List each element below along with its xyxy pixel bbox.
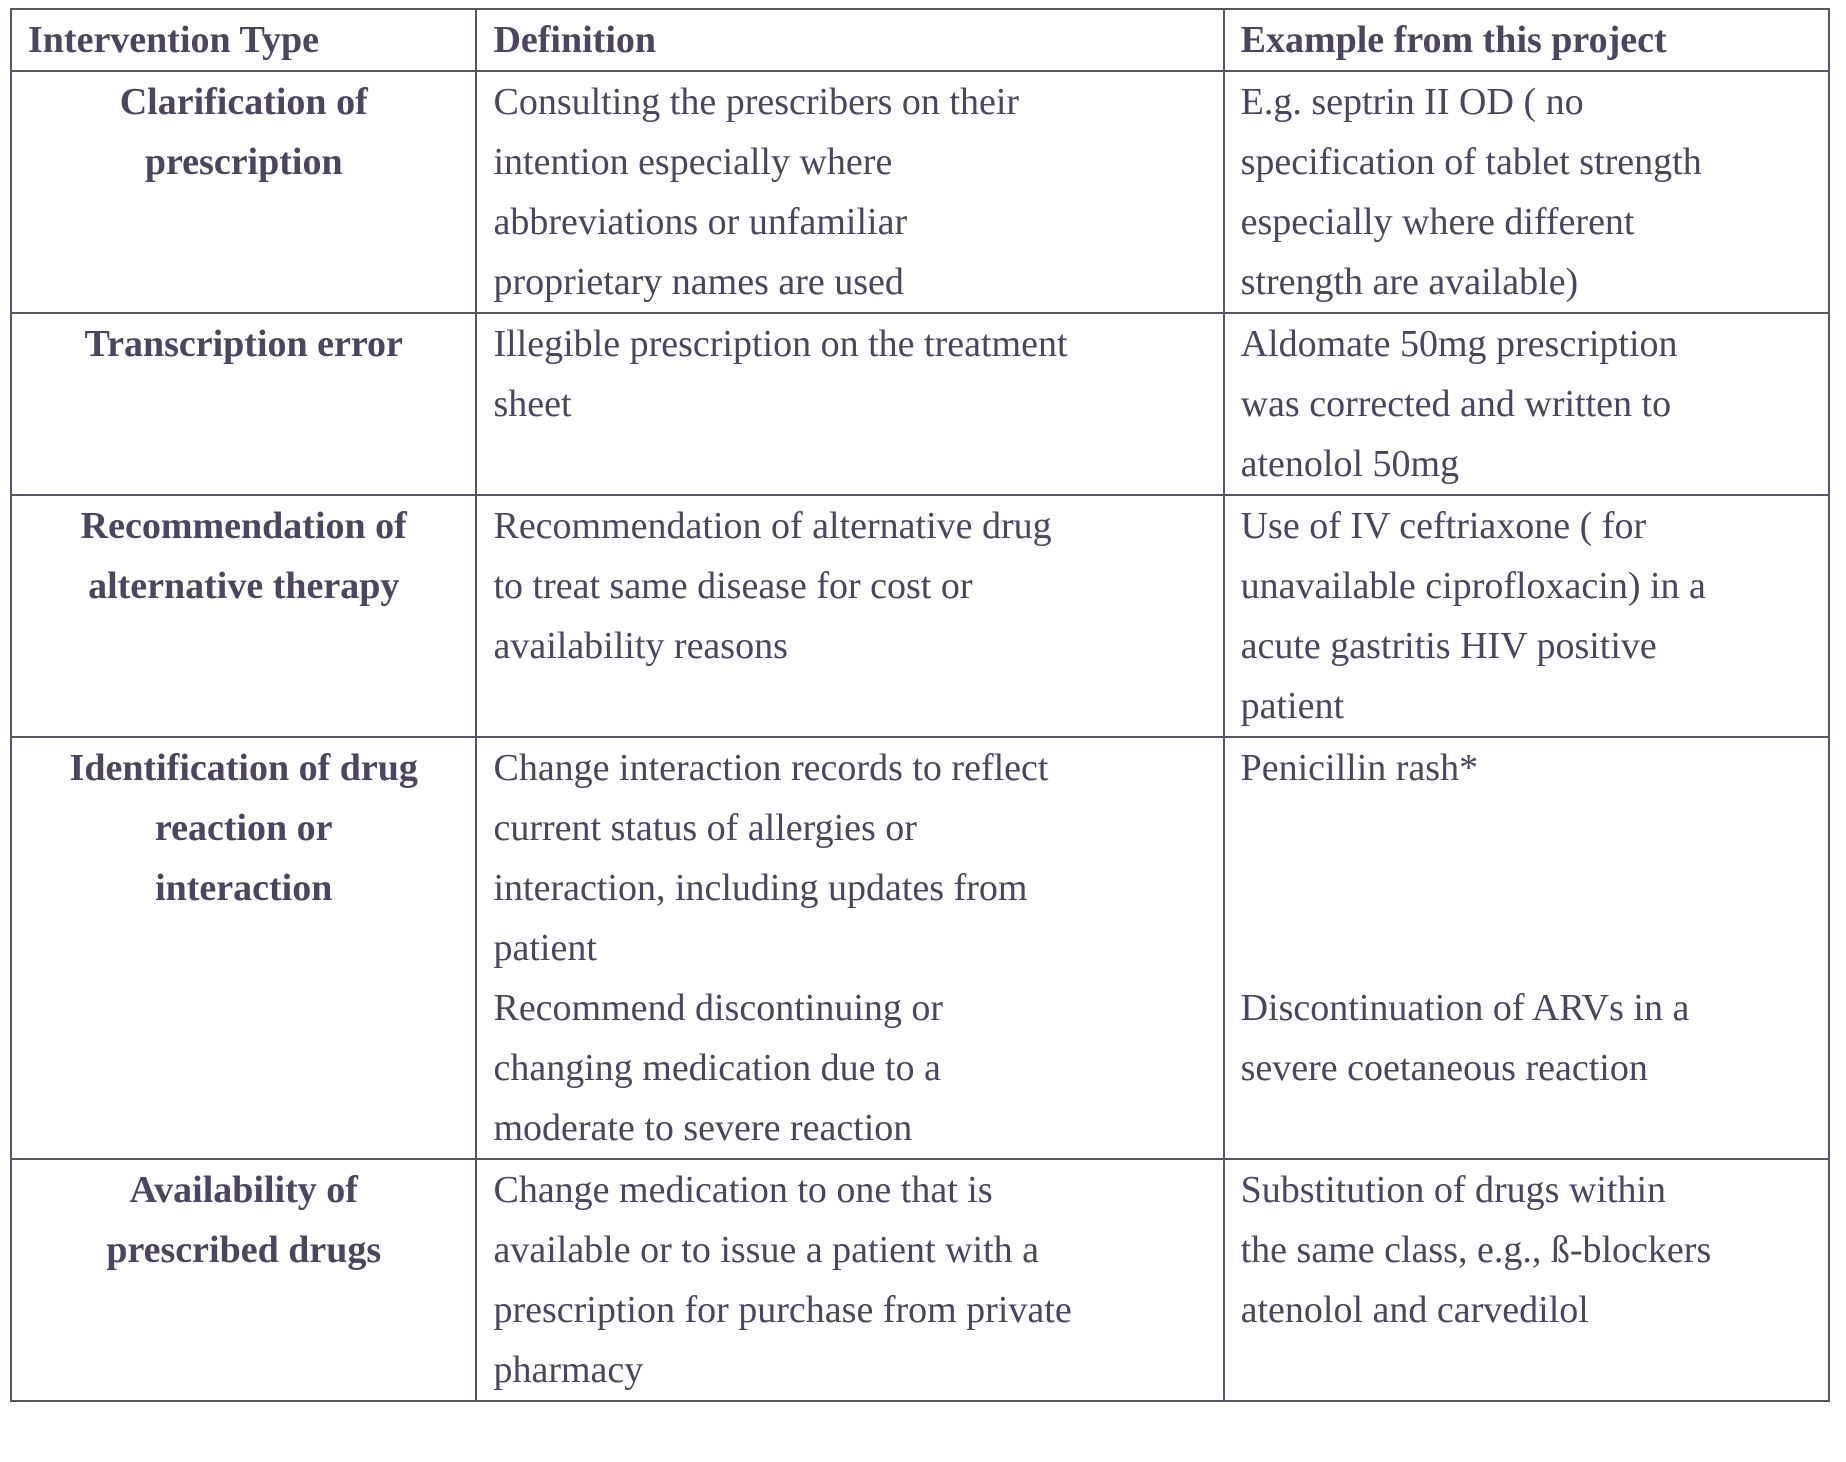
table-header-row [11,9,1829,71]
table-row [11,495,1829,737]
intervention-type-cell: Clarification of prescription [11,71,476,313]
definition-cell: Change interaction records to reflect current status of allergies or interaction, including updates from patient Recommend discontinuing or changing medication due to a moderate to severe reaction [476,737,1223,1159]
header-intervention-type: Intervention Type [11,9,476,71]
table-row [11,737,1829,1159]
example-cell: E.g. septrin II OD ( no specification of tablet strength especially where different strength are available) [1224,71,1829,313]
definition-cell: Recommendation of alternative drug to treat same disease for cost or availability reasons [476,495,1223,737]
intervention-type-cell: Transcription error [11,313,476,495]
definition-cell: Change medication to one that is available or to issue a patient with a prescription for purchase from private pharmacy [476,1159,1223,1401]
table-row [11,71,1829,313]
table-row [11,1159,1829,1401]
example-cell: Penicillin rash* Discontinuation of ARVs in a severe coetaneous reaction [1224,737,1829,1159]
header-example: Example from this project [1224,9,1829,71]
intervention-type-cell: Recommendation of alternative therapy [11,495,476,737]
table-row [11,313,1829,495]
example-cell: Aldomate 50mg prescription was corrected and written to atenolol 50mg [1224,313,1829,495]
example-cell: Use of IV ceftriaxone ( for unavailable ciprofloxacin) in a acute gastritis HIV positive patient [1224,495,1829,737]
intervention-types-table [10,8,1830,1402]
definition-cell: Consulting the prescribers on their intention especially where abbreviations or unfamiliar proprietary names are used [476,71,1223,313]
intervention-type-cell: Availability of prescribed drugs [11,1159,476,1401]
definition-cell: Illegible prescription on the treatment sheet [476,313,1223,495]
example-cell: Substitution of drugs within the same class, e.g., ß-blockers atenolol and carvedilol [1224,1159,1829,1401]
intervention-type-cell: Identification of drug reaction or interaction [11,737,476,1159]
header-definition: Definition [476,9,1223,71]
